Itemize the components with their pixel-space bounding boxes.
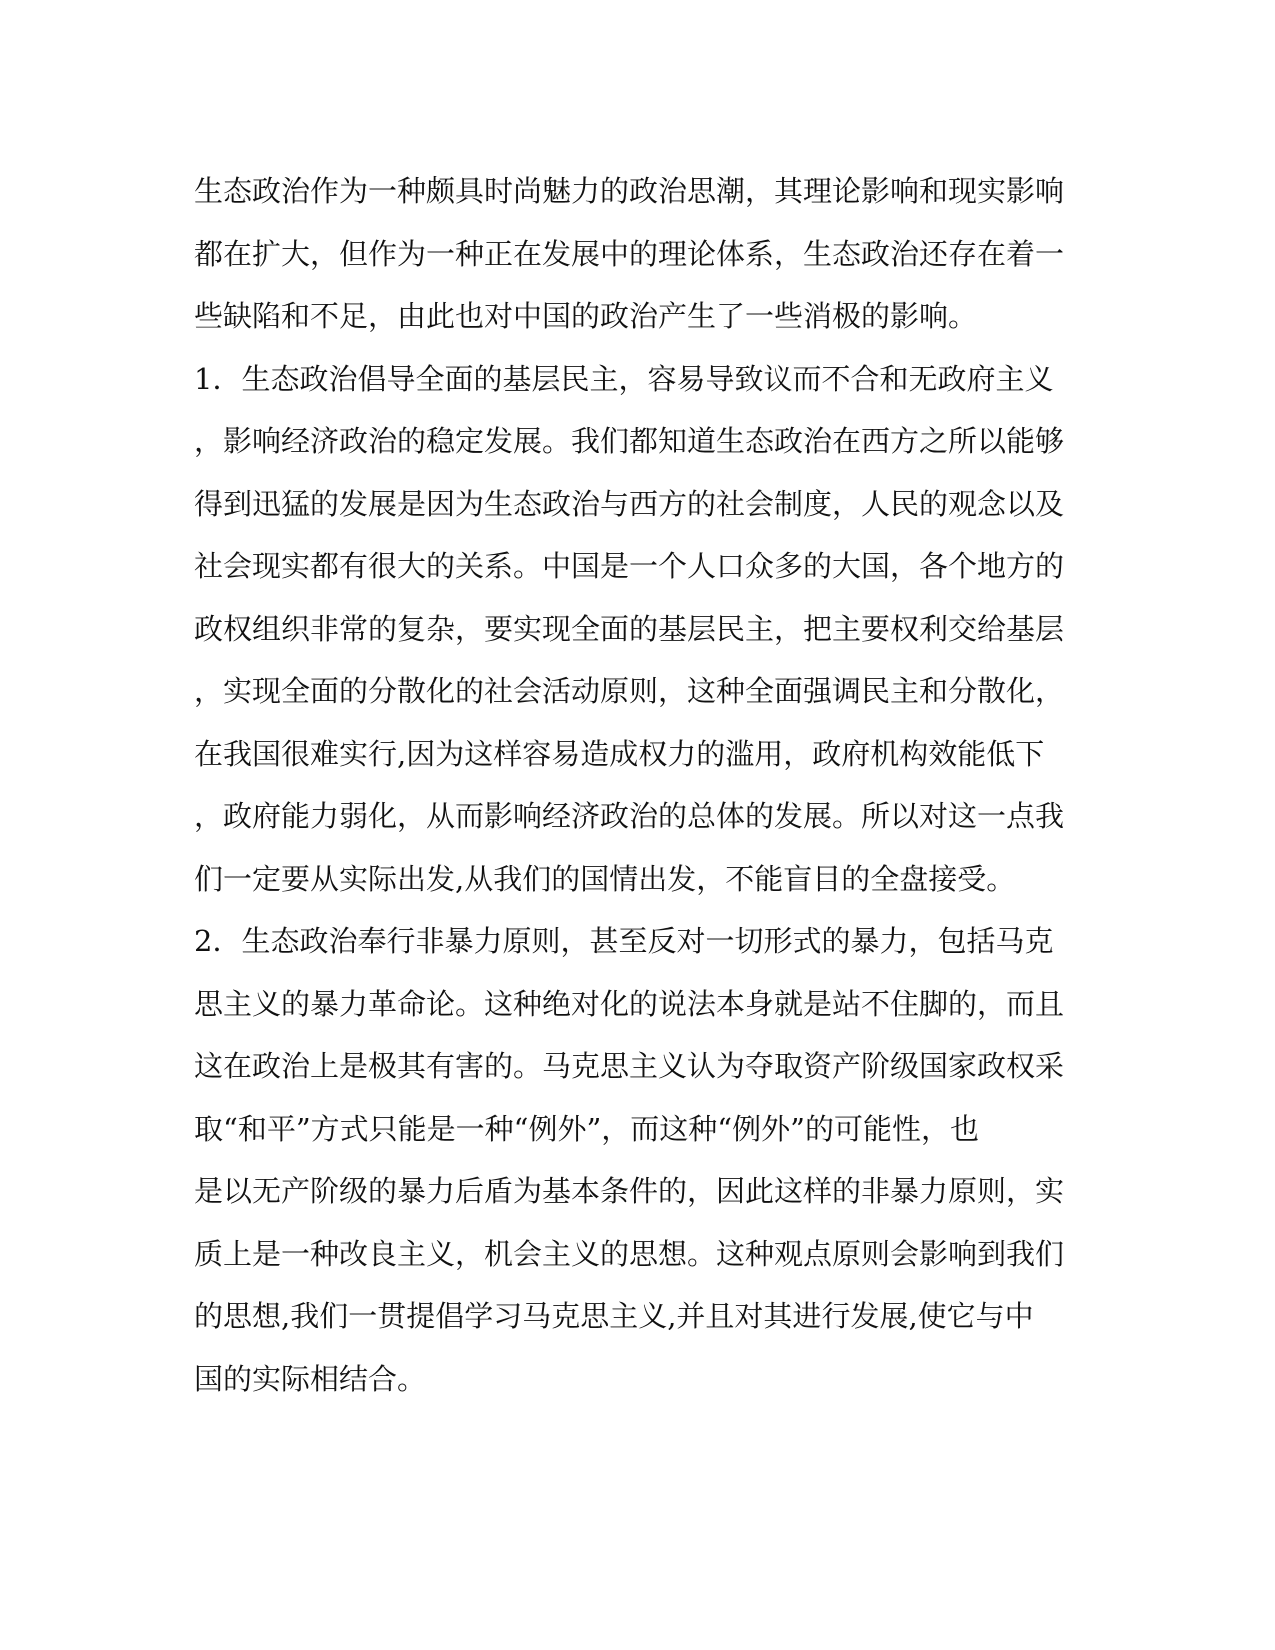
text-line: 都在扩大，但作为一种正在发展中的理论体系，生态政治还存在着一 [194,236,1065,271]
text-line: 思主义的暴力革命论。这种绝对化的说法本身就是站不住脚的，而且 [194,986,1065,1021]
text-line: 些缺陷和不足，由此也对中国的政治产生了一些消极的影响。 [194,299,978,333]
body-text [194,160,1074,1410]
text-line: ，政府能力弱化，从而影响经济政治的总体的发展。所以对这一点我 [194,799,1065,833]
text-line: 取“和平”方式只能是一种“例外”，而这种“例外”的可能性，也 [194,1111,979,1146]
text-line: 社会现实都有很大的关系。中国是一个人口众多的大国，各个地方的 [194,549,1065,583]
text-line: 得到迅猛的发展是因为生态政治与西方的社会制度，人民的观念以及 [194,486,1065,521]
text-line: ，实现全面的分散化的社会活动原则，这种全面强调民主和分散化， [194,674,1065,708]
text-line: 1．生态政治倡导全面的基层民主，容易导致议而不合和无政府主义 [194,361,1054,396]
text-line: 这在政治上是极其有害的。马克思主义认为夺取资产阶级国家政权采 [194,1049,1065,1083]
text-line: 们一定要从实际出发,从我们的国情出发，不能盲目的全盘接受。 [194,861,1016,896]
text-line: ，影响经济政治的稳定发展。我们都知道生态政治在西方之所以能够 [194,424,1065,458]
text-line: 质上是一种改良主义，机会主义的思想。这种观点原则会影响到我们 [194,1236,1065,1271]
text-line: 在我国很难实行,因为这样容易造成权力的滥用，政府机构效能低下 [194,736,1045,771]
text-line: 生态政治作为一种颇具时尚魅力的政治思潮，其理论影响和现实影响 [194,174,1065,208]
text-line: 2．生态政治奉行非暴力原则，甚至反对一切形式的暴力，包括马克 [194,924,1054,958]
text-line: 的思想,我们一贯提倡学习马克思主义,并且对其进行发展,使它与中 [194,1299,1034,1333]
text-line: 国的实际相结合。 [194,1361,427,1396]
text-line: 是以无产阶级的暴力后盾为基本条件的，因此这样的非暴力原则，实 [194,1174,1065,1208]
text-line: 政权组织非常的复杂，要实现全面的基层民主，把主要权利交给基层 [194,611,1065,646]
